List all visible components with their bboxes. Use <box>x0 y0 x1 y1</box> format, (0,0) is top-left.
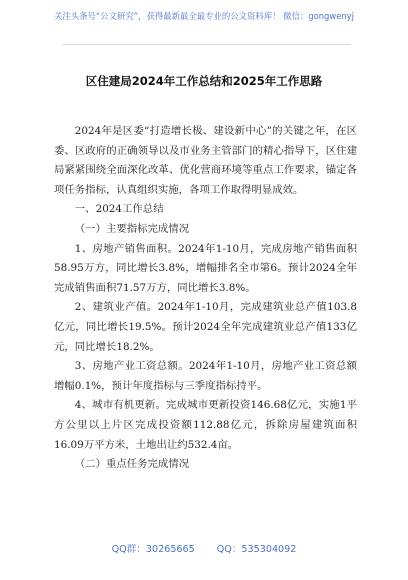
item-urban-renewal: 4、城市有机更新。完成城市更新投资146.68亿元，实施1平方公里以上片区完成投资额112.88亿元，拆除房屋建筑面积16.09万平方米，土地出让约532.4亩。 <box>54 399 357 451</box>
subsection-heading: （一）主要指标完成情况 <box>74 222 190 235</box>
qq-contact: QQ：535304092 <box>216 544 297 555</box>
document-title: 区住建局2024年工作总结和2025年工作思路 <box>85 74 323 88</box>
item-wage-total: 3、房地产业工资总额。2024年1-10月，房地产业工资总额增幅0.1%，预计年度指标与三季度指标持平。 <box>54 360 357 392</box>
qq-group: QQ群：30265665 <box>111 544 195 555</box>
subsection-heading-2: （二）重点任务完成情况 <box>74 458 190 471</box>
promo-banner: 关注头条号“公文研究”，获得最新最全最专业的公文资料库！ 微信：gongwenyj <box>54 11 354 21</box>
contact-footer <box>0 541 408 555</box>
item-construction-output: 2、建筑业产值。2024年1-10月，完成建筑业总产值103.8亿元，同比增长19.5%。预计2024全年完成建筑业总产值133亿元，同比增长18.2%。 <box>54 301 357 353</box>
section-heading: 一、2024工作总结 <box>74 203 164 216</box>
intro-paragraph: 2024年是区委“打造增长极、建设新中心”的关键之年，在区委、区政府的正确领导以及市业务主管部门的精心指导下，区住建局紧紧围绕全面深化改革、优化营商环境等重点工作要求，锚定各项任务指标，认真组织实施，各项工作取得明显成效。 <box>54 125 357 196</box>
document-body <box>54 122 357 475</box>
item-sales-area: 1、房地产销售面积。2024年1-10月，完成房地产销售面积58.95万方，同比增长3.8%，增幅排名全市第6。预计2024全年完成销售面积71.57万方，同比增长3.8%。 <box>54 242 357 294</box>
banner-divider <box>62 44 350 45</box>
